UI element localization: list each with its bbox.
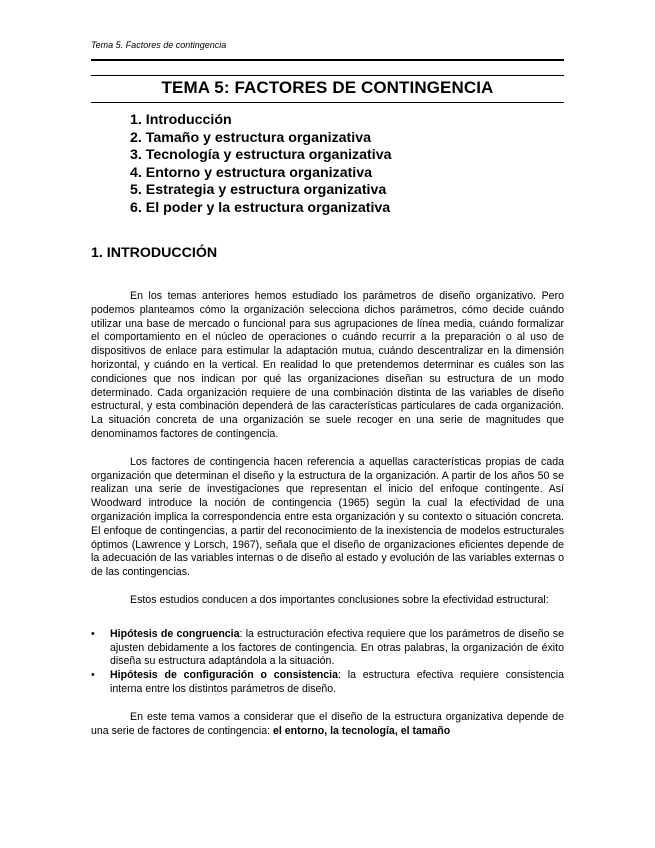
bullet-term: Hipótesis de configuración o consistencia (110, 669, 338, 682)
bullet-term: Hipótesis de congruencia (110, 627, 240, 640)
page-title: TEMA 5: FACTORES DE CONTINGENCIA (161, 78, 494, 97)
bullet-text: : la estructura efectiva requiere consistencia interna entre los distintos parámetros de diseño. (110, 669, 564, 695)
paragraph: En los temas anteriores hemos estudiado los parámetros de diseño organizativo. Pero podemos planteamos cómo la organización selecciona dichos parámetros, cómo decide cuándo utilizar una base de mercado o funcional para sus agrupaciones de línea media, cuándo formalizar el comportamiento en el núcleo de operaciones o cuándo recurrir a la preparación o al uso de dispositivos de enlace para estimular la adaptación mutua, cuándo descentralizar en la dimensión horizontal, y cuándo en la vertical. En realidad lo que pretendemos determinar es cuáles son las condiciones que nos indican por qué las organizaciones diseñan su estructura de un modo determinado. Cada organización requiere de una combinación distinta de las variables de diseño estructural, y esta combinación dependerá de las características particulares de cada organización. La situación concreta de una organización se suele recoger en una serie de magnitudes que denominamos factores de contingencia. (91, 290, 564, 440)
bullet-icon: • (91, 627, 95, 640)
bullet-icon: • (91, 669, 95, 682)
paragraph-bold: el entorno, la tecnología, el tamaño (272, 724, 451, 737)
bullet-text: : la estructuración efectiva requiere que los parámetros de diseño se ajusten debidamente a los factores de contingencia. En otras palabras, la organización de éxito diseña su estructura adaptándola a la situación. (110, 627, 564, 668)
bullet-list (91, 628, 564, 697)
paragraph-text: En este tema vamos a considerar que el diseño de la estructura organizativa depende de una serie de factores de contingencia: (91, 710, 564, 737)
body-text (91, 290, 564, 752)
list-item (91, 628, 564, 669)
paragraph (91, 711, 564, 739)
toc-item: 1. Introducción (130, 112, 232, 128)
toc-item: 6. El poder y la estructura organizativa (130, 199, 391, 216)
paragraph: Estos estudios conducen a dos importantes conclusiones sobre la efectividad estructural: (130, 593, 549, 606)
table-of-contents (130, 112, 392, 218)
title-block (91, 75, 564, 103)
paragraph: Los factores de contingencia hacen referencia a aquellas características propias de cada organización que determinan el diseño y la estructura de la organización. A partir de los años 50 se realizan una serie de investigaciones que representan el inicio del enfoque contingente. Así Woodward introduce la noción de contingencia (1965) según la cual la efectividad de una organización implica la correspondencia entre esta organización y su contexto o situación concreta. El enfoque de contingencias, a partir del reconocimiento de la inexistencia de modelos estructurales óptimos (Lawrence y Lorsch, 1967), señala que el diseño de organizaciones eficientes depende de la adecuación de las variables internas o de diseño al estado y evolución de las variables externas o de las contingencias. (91, 455, 564, 579)
toc-item: 2. Tamaño y estructura organizativa (130, 129, 371, 146)
toc-item: 4. Entorno y estructura organizativa (130, 164, 373, 181)
toc-item: 5. Estrategia y estructura organizativa (130, 182, 387, 199)
section-heading: 1. INTRODUCCIÓN (91, 245, 218, 261)
toc-item: 3. Tecnología y estructura organizativa (130, 147, 392, 164)
running-header: Tema 5. Factores de contingencia (91, 40, 227, 50)
list-item (91, 669, 564, 697)
header-rule (91, 59, 564, 61)
